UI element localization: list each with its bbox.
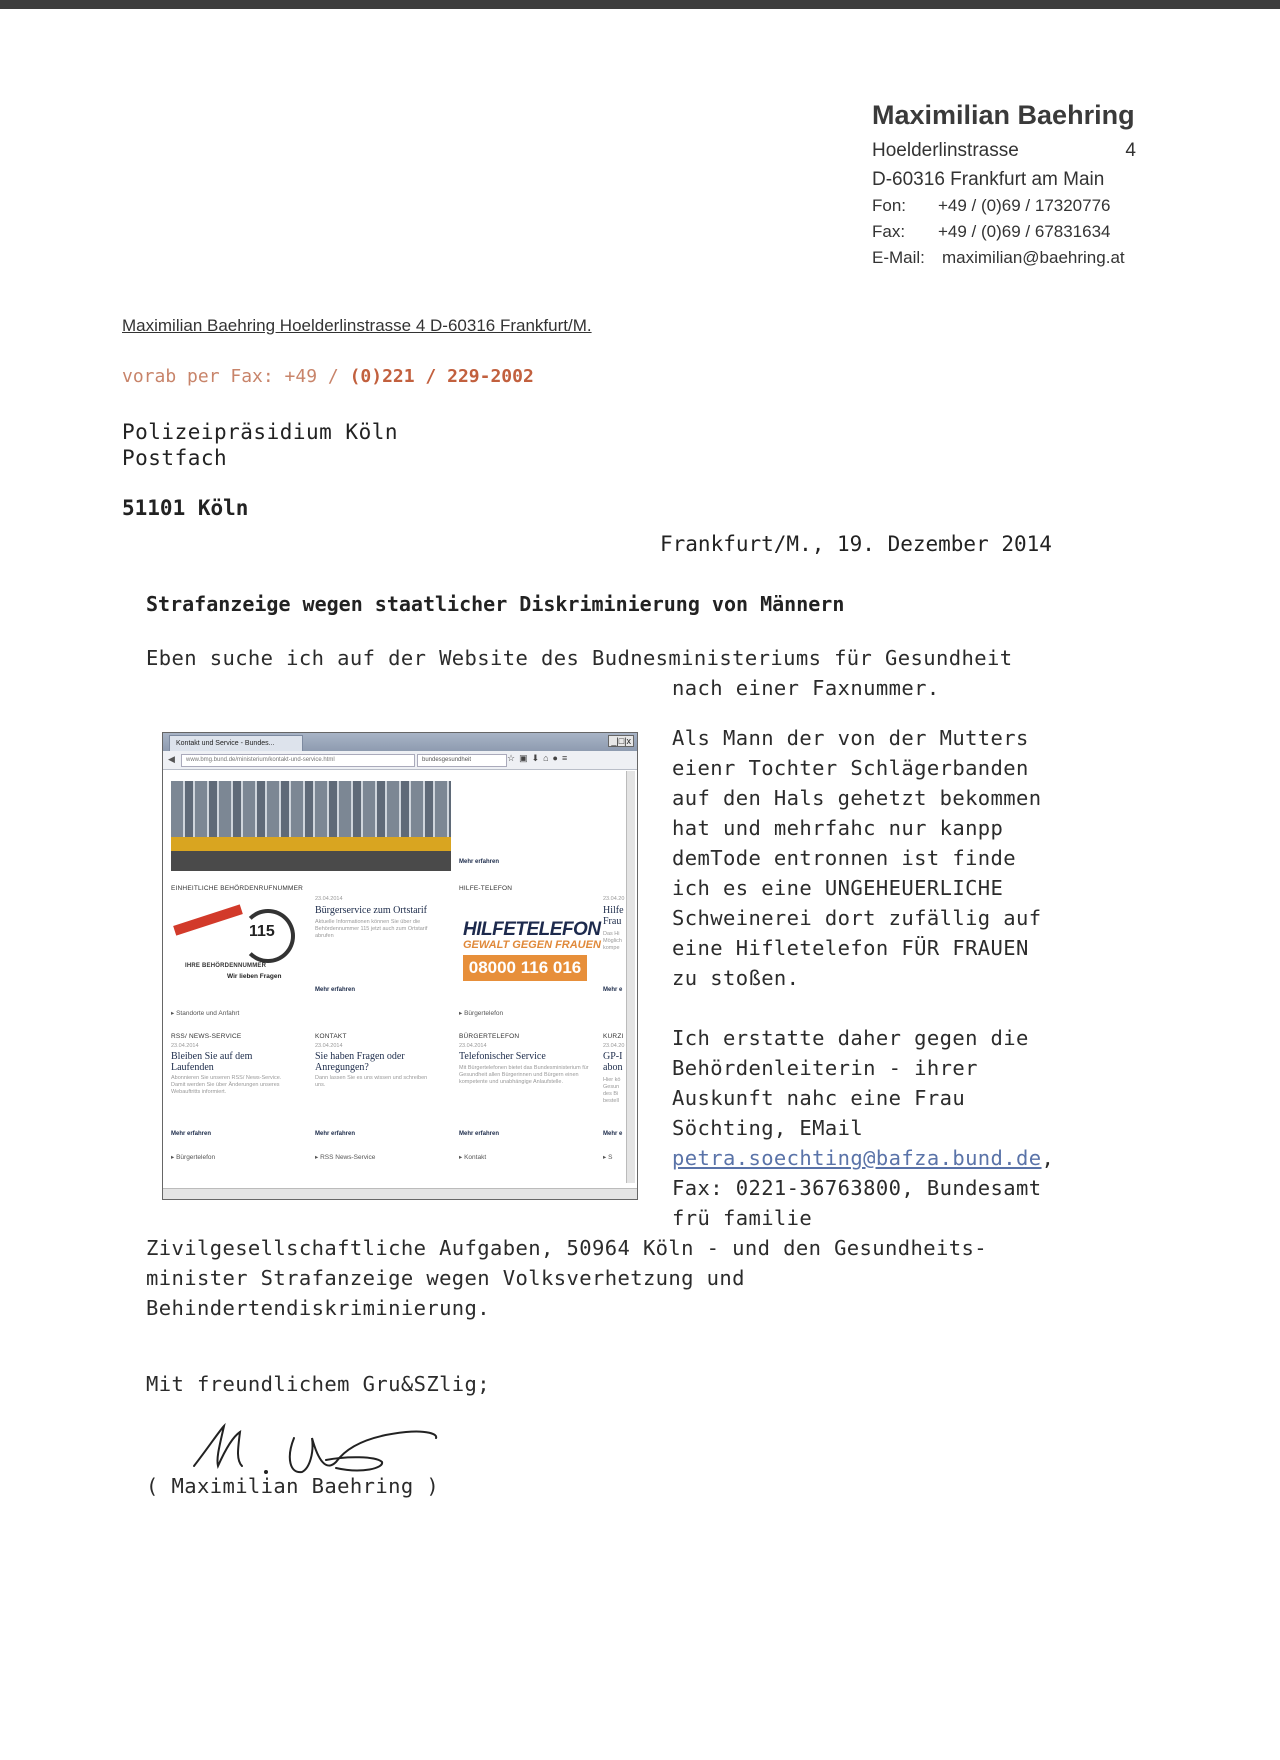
fon-value: +49 / (0)69 / 17320776 — [938, 196, 1111, 215]
row1-link-b-label: Bürgertelefon — [464, 1010, 504, 1017]
col2-title: Sie haben Fragen oder Anregungen? — [315, 1051, 405, 1073]
para2-full-line1: Zivilgesellschaftliche Aufgaben, 50964 Köln - und den Gesundheits- — [146, 1236, 987, 1260]
fax-label: Fax: — [872, 222, 906, 241]
bottom-link-b-label: RSS News-Service — [320, 1154, 376, 1161]
col3-title: Telefonischer Service — [459, 1051, 546, 1062]
bottom-link-d: ▸ S — [603, 1154, 613, 1161]
browser-search: bundesgesundheit — [417, 754, 507, 767]
more-link-right: Mehr e — [603, 987, 623, 993]
recipient-line2: Postfach — [122, 446, 228, 470]
hilfetelefon-number: 08000 116 016 — [463, 955, 587, 981]
row1-link-b: ▸ Bürgertelefon — [459, 1010, 504, 1017]
col1-heading: RSS/ NEWS-SERVICE — [171, 1033, 242, 1040]
letter-subject: Strafanzeige wegen staatlicher Diskriminierung von Männern — [146, 592, 845, 616]
para1-line5: demTode entronnen ist finde — [672, 846, 1017, 870]
col1-date: 23.04.2014 — [171, 1043, 199, 1049]
bottom-link-b: ▸ RSS News-Service — [315, 1154, 376, 1161]
recipient-line1: Polizeipräsidium Köln — [122, 420, 399, 444]
closing: Mit freundlichem Gru&SZlig; — [146, 1372, 491, 1396]
para1-line3: auf den Hals gehetzt bekommen — [672, 786, 1042, 810]
hilfetelefon-title: HILFETELEFON — [463, 919, 601, 940]
browser-toolbar — [163, 751, 637, 770]
para1-line9: zu stoßen. — [672, 966, 800, 990]
letterhead-city: D-60316 Frankfurt am Main — [872, 169, 1105, 190]
para1-line4: hat und mehrfahc nur kanpp — [672, 816, 1004, 840]
recipient-city: 51101 Köln — [122, 496, 249, 520]
fax-value: +49 / (0)69 / 67831634 — [938, 222, 1111, 241]
building-photo — [171, 781, 451, 871]
letterhead-email — [872, 248, 1125, 268]
return-address: Maximilian Baehring Hoelderlinstrasse 4 D-60316 Frankfurt/M. — [122, 316, 592, 335]
para2-line2: Behördenleiterin - ihrer — [672, 1056, 978, 1080]
para1-line6: ich es eine UNGEHEUERLICHE — [672, 876, 1004, 900]
left-date: 23.04.2014 — [315, 896, 343, 902]
email-value: maximilian@baehring.at — [942, 248, 1125, 267]
para2-line3: Auskunft nahc eine Frau — [672, 1086, 966, 1110]
para1-line1: Als Mann der von der Mutters — [672, 726, 1029, 750]
col2-text: Dann lassen Sie es uns wissen und schreiben uns. — [315, 1075, 428, 1088]
email-label: E-Mail: — [872, 248, 925, 267]
hilfetelefon-subtitle: GEWALT GEGEN FRAUEN — [463, 939, 601, 951]
para2-family-line: frü familie — [672, 1206, 813, 1230]
letterhead-street-name: Hoelderlinstrasse — [872, 140, 1019, 161]
back-icon: ◀ — [168, 754, 175, 764]
right-text: Das Hi Möglich kompe — [603, 931, 622, 951]
browser-titlebar — [163, 733, 637, 751]
letterhead-fon — [872, 196, 1111, 216]
para1-line7: Schweinerei dort zufällig auf — [672, 906, 1042, 930]
mid-heading: HILFE-TELEFON — [459, 885, 513, 892]
browser-url: www.bmg.bund.de/ministerium/kontakt-und-service.html — [181, 754, 415, 767]
para2-line4: Söchting, EMail — [672, 1116, 864, 1140]
para2-email-line — [672, 1146, 1054, 1170]
para2-line1: Ich erstatte daher gegen die — [672, 1026, 1029, 1050]
left-heading: EINHEITLICHE BEHÖRDENRUFNUMMER — [171, 885, 304, 892]
fax-note — [122, 366, 534, 387]
fon-label: Fon: — [872, 196, 907, 215]
badge-number: 115 — [249, 923, 275, 940]
para2-full-line2: minister Strafanzeige wegen Volksverhetzung und — [146, 1266, 745, 1290]
badge-line1: IHRE BEHÖRDENNUMMER — [185, 963, 267, 969]
row1-link-a-label: Standorte und Anfahrt — [176, 1010, 240, 1017]
col1-more: Mehr erfahren — [171, 1131, 212, 1137]
col2-date: 23.04.2014 — [315, 1043, 343, 1049]
signoff: ( Maximilian Baehring ) — [146, 1474, 440, 1498]
letter-date: Frankfurt/M., 19. Dezember 2014 — [660, 532, 1052, 556]
bottom-link-a: ▸ Bürgertelefon — [171, 1154, 216, 1161]
left-text: Aktuelle Informationen können Sie über die Behördennummer 115 jetzt auch zum Ortstarif abrufen — [315, 919, 428, 939]
col2-more: Mehr erfahren — [315, 1131, 356, 1137]
col3-heading: BÜRGERTELEFON — [459, 1033, 520, 1040]
letterhead-name: Maximilian Baehring — [872, 100, 1135, 130]
left-title: Bürgerservice zum Ortstarif — [315, 905, 427, 916]
badge-115 — [219, 905, 305, 961]
bottom-link-a-label: Bürgertelefon — [176, 1154, 216, 1161]
scan-top-edge — [0, 0, 1280, 9]
email-link[interactable]: petra.soechting@bafza.bund.de — [672, 1146, 1042, 1170]
toolbar-icons: ☆▣⬇⌂●≡ — [507, 753, 572, 763]
bottom-link-c: ▸ Kontakt — [459, 1154, 487, 1161]
col2-heading: KONTAKT — [315, 1033, 347, 1040]
embedded-browser-screenshot — [162, 732, 638, 1200]
intro-line2: nach einer Faxnummer. — [672, 676, 940, 700]
letterhead-fax — [872, 222, 1111, 242]
badge-line2: Wir lieben Fragen — [227, 973, 282, 980]
bottom-link-d-label: S — [608, 1154, 613, 1161]
para1-line8: eine Hifletelefon FÜR FRAUEN — [672, 936, 1029, 960]
col3-date: 23.04.2014 — [459, 1043, 487, 1049]
vertical-scrollbar — [626, 771, 635, 1183]
col4-more: Mehr e — [603, 1131, 623, 1137]
window-buttons: _|□|x — [608, 735, 634, 747]
col4-date: 23.04.20 — [603, 1043, 625, 1049]
col1-title: Bleiben Sie auf dem Laufenden — [171, 1051, 253, 1073]
col1-text: Abonnieren Sie unseren RSS/ News-Service. Damit werden Sie über Änderungen unseres Webauftritts informiert. — [171, 1075, 282, 1095]
more-link-left: Mehr erfahren — [315, 987, 356, 993]
col4-text: Hier kö Gesun des Bi bestell — [603, 1077, 621, 1104]
fax-note-number: (0)221 / 229-2002 — [349, 366, 534, 387]
right-title: Hilfe Frau — [603, 905, 624, 927]
fax-note-prefix: vorab per Fax: +49 / — [122, 366, 350, 387]
col4-heading: KURZI — [603, 1033, 624, 1040]
horizontal-scrollbar — [163, 1188, 637, 1199]
para2-fax-line: Fax: 0221-36763800, Bundesamt — [672, 1176, 1042, 1200]
row1-link-a: ▸ Standorte und Anfahrt — [171, 1010, 240, 1017]
col4-title: GP-I abon — [603, 1051, 623, 1073]
bottom-link-c-label: Kontakt — [464, 1154, 487, 1161]
browser-tab: Kontakt und Service - Bundes... — [169, 735, 303, 751]
email-comma: , — [1041, 1146, 1055, 1170]
para1-line2: eienr Tochter Schlägerbanden — [672, 756, 1029, 780]
para2-full-line3: Behindertendiskriminierung. — [146, 1296, 491, 1320]
col3-text: Mit Bürgertelefonen bietet das Bundesministerium für Gesundheit allen Bürgerinnen und Bürgern einen kompetente und unabhängige Anlaufstelle. — [459, 1065, 589, 1085]
right-date: 23.04.20 — [603, 896, 625, 902]
intro-line1: Eben suche ich auf der Website des Budnesministeriums für Gesundheit — [146, 646, 1013, 670]
letterhead-house-number: 4 — [1125, 140, 1136, 161]
more-link-top: Mehr erfahren — [459, 859, 500, 865]
letterhead-street — [872, 140, 1136, 162]
col3-more: Mehr erfahren — [459, 1131, 500, 1137]
